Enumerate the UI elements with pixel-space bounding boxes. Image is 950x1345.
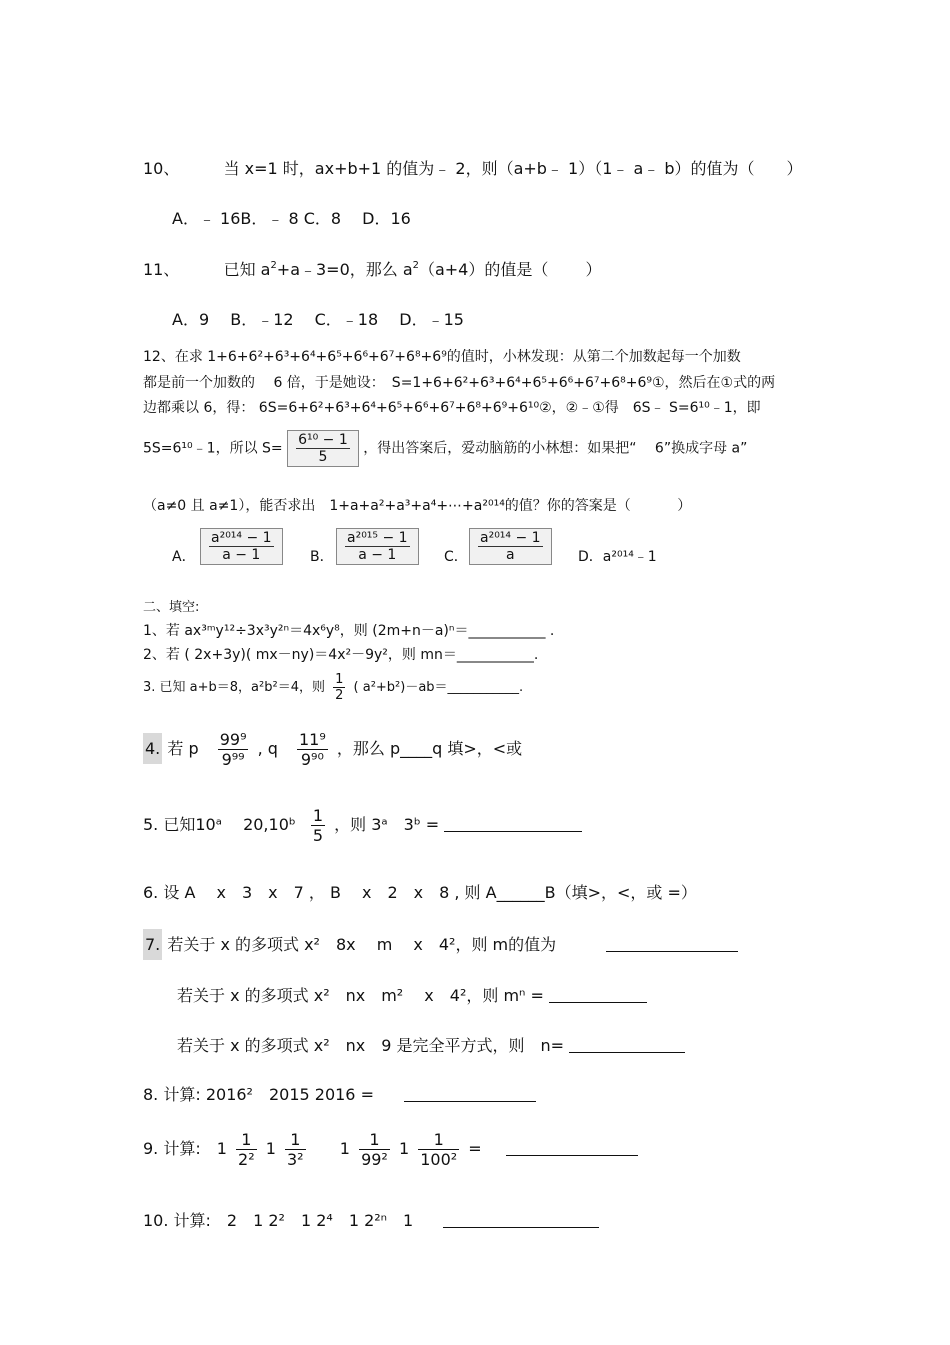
problem-8-text: 8. 计算: 2016² 2015 2016 =	[143, 1085, 374, 1104]
fill-problem-3-a: 3. 已知 a+b＝8，a²b²＝4，则	[143, 680, 325, 695]
fraction-fifth	[311, 806, 325, 845]
question-11: 11、 已知 $a^2+a﹣3=0$，那么 $a^2(a+4)$的值是（ ）	[143, 260, 602, 279]
problem-7-b: 若关于 x 的多项式 x² nx m² x 4²，则 mⁿ =	[177, 986, 544, 1005]
fraction-q	[297, 730, 328, 769]
fraction-p	[218, 730, 249, 769]
question-11-stem-a: 已知 a	[223, 260, 271, 279]
problem-5-b: ，则 3ᵃ 3ᵇ =	[334, 815, 440, 834]
fraction-denominator: 2²	[238, 1150, 255, 1169]
problem-9-d: 1	[398, 1139, 410, 1158]
problem-7-a: 若关于 x 的多项式 x² 8x m x 4²，则 m的值为	[167, 935, 557, 954]
question-12-line-3: 边都乘以 6，得： 6S=6+6²+6³+6⁴+6⁵+6⁶+6⁷+6⁸+6⁹+6¹⁰②，②﹣①得 6S﹣ S=6¹⁰﹣1，即	[143, 400, 761, 416]
fraction-numerator: 1	[418, 1130, 459, 1150]
problem-9-c: 1	[339, 1139, 350, 1158]
answer-blank[interactable]	[444, 831, 582, 832]
problem-7b	[177, 983, 647, 1006]
question-10	[143, 156, 803, 179]
problem-8	[143, 1082, 536, 1105]
fill-problem-3	[143, 672, 523, 703]
problem-6: 6. 设 A x 3 x 7 ， B x 2 x 8 , 则 A______B（填>，<，或 =）	[143, 883, 697, 902]
fraction-4	[418, 1130, 459, 1169]
problem-7-c: 若关于 x 的多项式 x² nx 9 是完全平方式，则 n=	[177, 1036, 565, 1055]
fraction-numerator: 1	[236, 1130, 257, 1150]
fraction-image-s	[287, 430, 359, 467]
fraction-numerator: 11⁹	[299, 730, 326, 749]
problem-9-e: =	[468, 1139, 482, 1158]
fraction-numerator: a²⁰¹⁴ − 1	[480, 530, 541, 546]
option-b-label: B．	[310, 549, 334, 565]
question-12-line-1: 12、在求 1+6+6²+6³+6⁴+6⁵+6⁶+6⁷+6⁸+6⁹的值时，小林发现：从第二个加数起每一个加数	[143, 349, 741, 365]
fraction-numerator: 6¹⁰ − 1	[298, 432, 348, 448]
fraction-numerator: 1	[285, 1130, 306, 1150]
fraction-denominator: 9⁹⁰	[300, 750, 324, 769]
question-11-stem-c: （a+4）的值是（ ）	[418, 260, 602, 279]
problem-5-a: 5. 已知10ᵃ 20,10ᵇ	[143, 815, 296, 834]
fraction-denominator: a − 1	[222, 547, 261, 563]
question-12-line-5: （a≠0 且 a≠1），能否求出 1+a+a²+a³+a⁴+⋯+a²⁰¹⁴的值？你的答案是（ ）	[143, 498, 692, 514]
problem-4-number: 4.	[143, 733, 162, 764]
fraction-numerator: 99⁹	[219, 730, 247, 749]
question-12-line-4-b: ，得出答案后，爱动脑筋的小林想：如果把“ 6”换成字母 a”	[363, 440, 748, 457]
fraction-half	[333, 672, 345, 703]
question-10-stem: 当 x=1 时，ax+b+1 的值为﹣ 2，则（a+b﹣ 1）（1﹣ a﹣ b）的值为（ ）	[223, 159, 803, 178]
problem-7-number: 7.	[143, 929, 162, 960]
answer-blank[interactable]	[606, 951, 738, 952]
problem-4-c: ，那么 p____q 填>，<或	[336, 739, 523, 758]
problem-7a	[143, 932, 738, 955]
answer-blank[interactable]	[569, 1052, 685, 1053]
fraction-1	[236, 1130, 257, 1169]
question-12-line-4	[143, 430, 747, 467]
answer-blank[interactable]	[404, 1101, 536, 1102]
question-10-number: 10、	[143, 159, 180, 178]
question-12-line-4-a: 5S=6¹⁰﹣1，所以 S=	[143, 440, 283, 457]
fraction-numerator: 1	[359, 1130, 390, 1150]
problem-7c	[177, 1033, 685, 1056]
fraction-denominator: 3²	[287, 1150, 304, 1169]
fill-problem-3-b: ( a²+b²)－ab＝___________.	[353, 680, 524, 695]
fraction-denominator: 99²	[361, 1150, 388, 1169]
question-12-line-2: 都是前一个加数的 6 倍，于是她设： S=1+6+6²+6³+6⁴+6⁵+6⁶+6⁷+6⁸+6⁹①，然后在①式的两	[143, 375, 776, 391]
option-c-fraction	[469, 528, 552, 565]
fraction-numerator: 1	[312, 806, 324, 825]
problem-9-b: 1	[265, 1139, 276, 1158]
option-a-label: A．	[172, 549, 196, 565]
section-heading: 二、填空:	[143, 600, 200, 615]
question-11-number: 11、	[143, 260, 180, 279]
option-c-label: C．	[444, 549, 468, 565]
fill-problem-1: 1、若 ax³ᵐy¹²÷3x³y²ⁿ＝4x⁶y⁸，则 (2m+n－a)ⁿ＝___________ .	[143, 623, 555, 639]
option-d-label: D．a²⁰¹⁴﹣1	[578, 549, 657, 565]
option-b-fraction	[336, 528, 419, 565]
fraction-denominator: 2	[335, 688, 344, 703]
question-10-options: A．﹣ 16B．﹣ 8 C．8 D．16	[172, 209, 411, 228]
fraction-denominator: a	[505, 547, 515, 563]
answer-blank[interactable]	[506, 1155, 638, 1156]
fraction-numerator: a²⁰¹⁴ − 1	[211, 530, 272, 546]
problem-10-text: 10. 计算: 2 1 2² 1 2⁴ 1 2²ⁿ 1	[143, 1211, 414, 1230]
fraction-denominator: 9⁹⁹	[221, 750, 245, 769]
problem-10	[143, 1208, 599, 1231]
fraction-2	[285, 1130, 306, 1169]
fill-problem-2: 2、若 ( 2x+3y)( mx－ny)＝4x²－9y²，则 mn＝___________.	[143, 647, 539, 663]
fraction-denominator: a − 1	[358, 547, 397, 563]
problem-4-a: 若 p	[167, 739, 199, 758]
problem-9-a: 9. 计算: 1	[143, 1139, 227, 1158]
fraction-denominator: 5	[312, 826, 324, 845]
problem-5	[143, 806, 582, 845]
problem-4	[143, 730, 522, 769]
question-11-stem-b: +a﹣3=0，那么 a	[276, 260, 413, 279]
fraction-numerator: a²⁰¹⁵ − 1	[347, 530, 408, 546]
fraction-denominator: 5	[318, 449, 328, 465]
problem-4-b: , q	[257, 739, 278, 758]
fraction-numerator: 1	[335, 672, 344, 687]
answer-blank[interactable]	[443, 1227, 599, 1228]
question-11-options: A．9 B．﹣12 C．﹣18 D．﹣15	[172, 310, 464, 329]
answer-blank[interactable]	[549, 1002, 647, 1003]
problem-9	[143, 1130, 638, 1169]
fraction-denominator: 100²	[420, 1150, 458, 1169]
fraction-3	[359, 1130, 390, 1169]
option-a-fraction	[200, 528, 283, 565]
